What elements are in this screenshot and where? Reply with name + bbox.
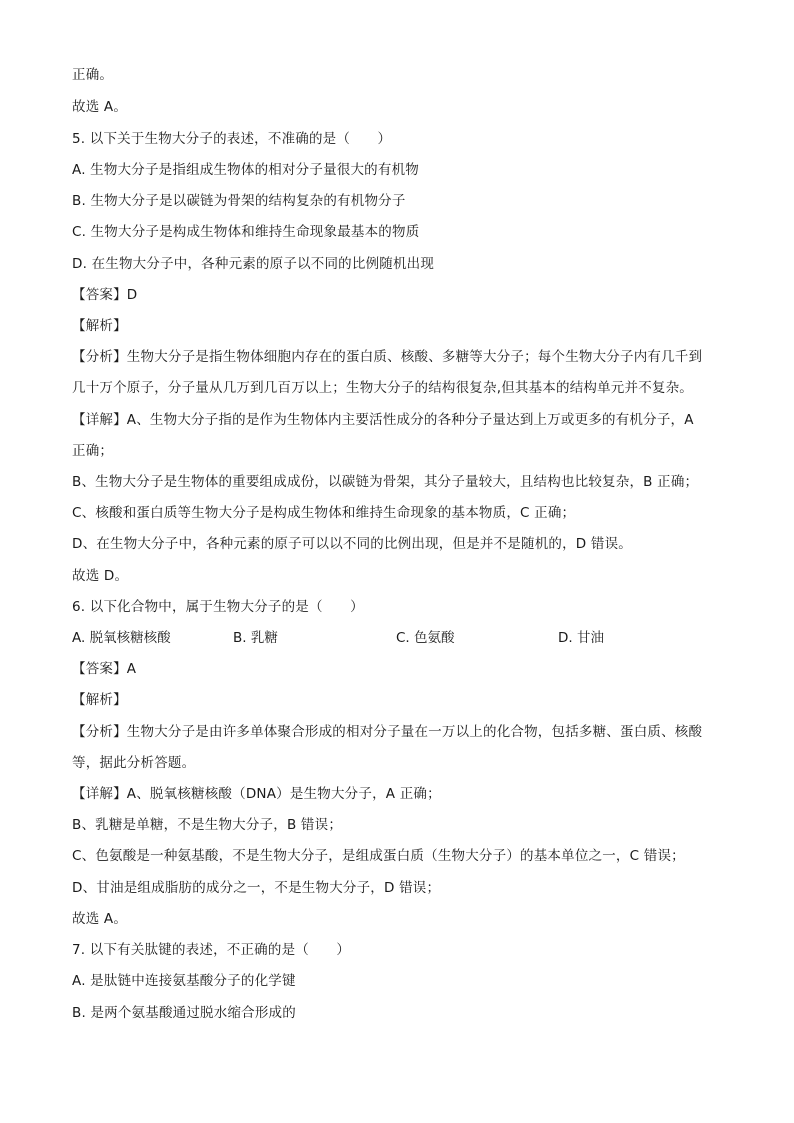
answer-label: 【答案】A	[72, 661, 137, 677]
question-5-option-b: B. 生物大分子是以碳链为骨架的结构复杂的有机物分子	[72, 193, 406, 209]
analysis-label: 【解析】	[72, 318, 127, 334]
text-line: 正确。	[72, 67, 114, 83]
detail-text: 正确；	[72, 443, 114, 459]
detail-text: C、色氨酸是一种氨基酸，不是生物大分子，是组成蛋白质（生物大分子）的基本单位之一，C 错误；	[72, 848, 685, 864]
question-7-option-b: B. 是两个氨基酸通过脱水缩合形成的	[72, 1005, 296, 1021]
text-line: 故选 D。	[72, 568, 129, 584]
text-line: 故选 A。	[72, 99, 128, 115]
question-6-stem: 6. 以下化合物中，属于生物大分子的是（ ）	[72, 599, 364, 615]
analysis-text: 等，据此分析答题。	[72, 755, 196, 771]
detail-text: D、在生物大分子中，各种元素的原子可以以不同的比例出现，但是并不是随机的，D 错误。	[72, 536, 632, 552]
analysis-text: 【分析】生物大分子是由许多单体聚合形成的相对分子量在一万以上的化合物，包括多糖、蛋白质、核酸	[72, 724, 703, 740]
analysis-label: 【解析】	[72, 692, 127, 708]
detail-text: C、核酸和蛋白质等生物大分子是构成生物体和维持生命现象的基本物质，C 正确；	[72, 505, 576, 521]
question-5-option-d: D. 在生物大分子中，各种元素的原子以不同的比例随机出现	[72, 256, 435, 272]
detail-text: B、生物大分子是生物体的重要组成成份，以碳链为骨架，其分子量较大，且结构也比较复杂，B 正确；	[72, 474, 699, 490]
text-line: 故选 A。	[72, 911, 128, 927]
question-7-option-a: A. 是肽链中连接氨基酸分子的化学键	[72, 973, 296, 989]
question-6-option-d: D. 甘油	[558, 630, 604, 646]
detail-text: D、甘油是组成脂肪的成分之一，不是生物大分子，D 错误；	[72, 880, 441, 896]
detail-text: B、乳糖是单糖，不是生物大分子，B 错误；	[72, 817, 343, 833]
question-5-option-c: C. 生物大分子是构成生物体和维持生命现象最基本的物质	[72, 224, 420, 240]
question-5-stem: 5. 以下关于生物大分子的表述，不准确的是（ ）	[72, 131, 392, 147]
question-5-option-a: A. 生物大分子是指组成生物体的相对分子量很大的有机物	[72, 162, 419, 178]
question-6-option-a: A. 脱氧核糖核酸	[72, 630, 171, 646]
analysis-text: 几十万个原子，分子量从几万到几百万以上；生物大分子的结构很复杂,但其基本的结构单元并不复杂。	[72, 380, 693, 396]
analysis-text: 【分析】生物大分子是指生物体细胞内存在的蛋白质、核酸、多糖等大分子；每个生物大分子内有几千到	[72, 349, 703, 365]
detail-text: 【详解】A、生物大分子指的是作为生物体内主要活性成分的各种分子量达到上万或更多的有机分子，A	[72, 412, 694, 428]
detail-text: 【详解】A、脱氧核糖核酸（DNA）是生物大分子，A 正确；	[72, 786, 441, 802]
question-7-stem: 7. 以下有关肽键的表述，不正确的是（ ）	[72, 942, 351, 958]
question-6-option-c: C. 色氨酸	[396, 630, 455, 646]
question-6-option-b: B. 乳糖	[233, 630, 278, 646]
answer-label: 【答案】D	[72, 287, 138, 303]
